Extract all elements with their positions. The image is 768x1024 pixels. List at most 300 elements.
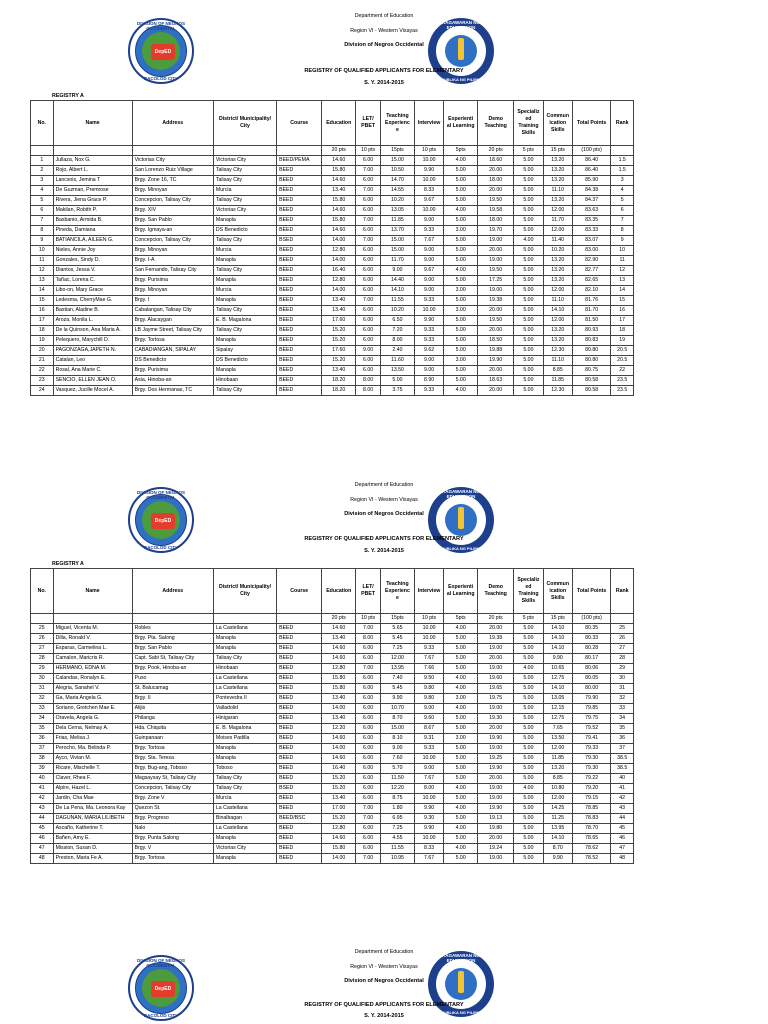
table-cell: 8.70 [381,714,415,724]
table-cell: 7.00 [356,296,381,306]
table-cell: 5.00 [444,346,478,356]
table-cell: Brgy. Progreso [132,814,213,824]
table-cell: 15.00 [381,236,415,246]
table-cell: 14.10 [381,286,415,296]
points-cell: 5pts [444,614,478,624]
table-cell: Bañen, Amy E. [53,834,132,844]
table-cell: 18.20 [322,376,356,386]
table-cell: 4 [611,186,634,196]
table-cell: 23.5 [611,386,634,396]
column-header: Commun ication Skills [543,101,572,146]
table-cell: 9.90 [414,804,443,814]
table-cell: 29 [611,664,634,674]
table-cell: Tañac, Lorena C. [53,276,132,286]
table-cell: 11.60 [381,356,415,366]
table-cell: 9.90 [381,694,415,704]
table-cell: 11.10 [543,186,572,196]
table-cell: 8.90 [414,376,443,386]
table-cell: 18.60 [478,156,514,166]
table-cell: 6.00 [356,844,381,854]
table-cell: 3.00 [444,226,478,236]
points-cell: (100 pts) [572,614,610,624]
table-cell: 10.95 [381,854,415,864]
table-cell: 78.52 [572,854,610,864]
table-cell: 13.50 [381,366,415,376]
table-cell: BEED [277,176,322,186]
table-row [31,624,634,634]
table-cell: 14.40 [381,276,415,286]
table-cell: 12.75 [543,714,572,724]
table-cell: 9.00 [414,366,443,376]
table-cell: 19.58 [478,206,514,216]
table-row [31,256,634,266]
table-cell: 9.33 [414,744,443,754]
table-cell: 20.00 [478,386,514,396]
table-cell: 86.40 [572,166,610,176]
registry-title: REGISTRY OF QUALIFIED APPLICANTS FOR ELEMENTARY [304,1002,464,1008]
table-cell: BEED [277,704,322,714]
table-cell: Manapla [213,366,276,376]
table-cell: Concepcion, Talisay City [132,236,213,246]
table-cell: 3.00 [444,734,478,744]
table-cell: 15.20 [322,774,356,784]
table-cell: Alpire, Hazel L. [53,784,132,794]
table-cell: 7.25 [381,824,415,834]
table-cell: 19.60 [478,674,514,684]
table-cell: 7.00 [356,664,381,674]
table-cell: Soriano, Gretchen Mae E. [53,704,132,714]
table-cell: 4.00 [444,704,478,714]
table-cell: 47 [31,844,54,854]
table-cell: Brgy. Sta. Teresa [132,754,213,764]
table-cell: Ayco, Vivian M. [53,754,132,764]
table-cell: 5.00 [514,286,543,296]
table-cell: 79.75 [572,714,610,724]
table-cell: 40 [31,774,54,784]
table-cell: 12.80 [322,246,356,256]
table-cell: 44 [31,814,54,824]
table-cell: 4.00 [444,844,478,854]
table-cell: 12.00 [543,286,572,296]
table-cell: 7.65 [543,724,572,734]
table-cell: 35 [611,724,634,734]
table-cell: 9.80 [414,694,443,704]
table-cell: 9.67 [414,266,443,276]
table-cell: 9.30 [414,814,443,824]
table-cell: 9.90 [543,654,572,664]
table-cell: 20.00 [478,326,514,336]
table-row [31,834,634,844]
region-label: Region VI - Western Visayas [350,28,418,34]
table-cell: 33 [611,704,634,714]
table-row [31,186,634,196]
table-cell: BEED [277,286,322,296]
table-cell: 5.00 [514,654,543,664]
table-row [31,744,634,754]
table-cell: Dilla, Ronald V. [53,634,132,644]
table-cell: 35 [31,724,54,734]
table-cell: 4.00 [444,386,478,396]
table-cell: 22 [31,366,54,376]
column-header: Course [277,101,322,146]
table-cell: Jardin, Cha Mae [53,794,132,804]
column-header: Interview [414,101,443,146]
table-row [31,246,634,256]
column-header: District/ Municipality/ City [213,101,276,146]
table-cell: 4.00 [514,236,543,246]
table-cell: BEED [277,246,322,256]
table-cell: BEED [277,684,322,694]
table-cell: 19.50 [478,196,514,206]
table-cell: Murcia [213,286,276,296]
table-cell: 7.00 [356,804,381,814]
table-cell: 9.90 [414,316,443,326]
table-cell: 78.83 [572,814,610,824]
column-header: Name [53,569,132,614]
table-cell: 12.80 [322,824,356,834]
table-cell: Toboso [213,764,276,774]
table-cell: Manapla [213,644,276,654]
table-cell: 30 [31,674,54,684]
table-cell: BEED/BSC [277,814,322,824]
table-cell: 5.00 [514,704,543,714]
table-cell: 79.30 [572,764,610,774]
table-cell: 12.00 [543,206,572,216]
table-cell: Talisay City [213,306,276,316]
table-cell: Brgy. San Pablo [132,644,213,654]
table-cell: 6.00 [356,684,381,694]
table-cell: 46 [31,834,54,844]
table-cell: 4.00 [444,804,478,814]
table-cell: 83.35 [572,216,610,226]
school-year: S. Y. 2014-2015 [364,1013,404,1019]
column-header: Rank [611,569,634,614]
table-cell: 5.00 [444,814,478,824]
table-cell: 20.00 [478,774,514,784]
table-row [31,166,634,176]
points-cell: 10 pts [356,146,381,156]
table-cell: Brgy. Minoyan [132,246,213,256]
table-cell: 80.58 [572,386,610,396]
column-header: LET/ PBET [356,101,381,146]
table-cell: 82.90 [572,256,610,266]
table-cell: 19.00 [478,744,514,754]
table-cell: Talisay City [213,166,276,176]
table-cell: Brgy. Igmaya-an [132,226,213,236]
table-cell: 14.10 [543,684,572,694]
table-cell: 6.00 [356,276,381,286]
deped-seal-icon: KAGAWARAN NG EDUKASYON REPUBLIKA NG PILIPINAS [428,18,494,84]
table-cell: 11 [611,256,634,266]
table-cell: 9.33 [414,226,443,236]
table-cell: BEED [277,724,322,734]
table-cell: 9.00 [414,246,443,256]
applicants-table [30,568,634,864]
table-cell: 4.00 [444,824,478,834]
table-cell: Brgy. Alacaygan [132,316,213,326]
region-label: Region VI - Western Visayas [350,497,418,503]
table-cell: 9.62 [414,346,443,356]
table-cell: 5.00 [444,246,478,256]
table-cell: Concepcion, Talisay City [132,784,213,794]
table-cell: BEED [277,226,322,236]
table-cell: 10 [611,246,634,256]
table-cell: 7.00 [356,166,381,176]
table-cell: Oravela, Angela G. [53,714,132,724]
table-cell: 5.00 [444,236,478,246]
table-cell: E. B. Magalona [213,316,276,326]
table-cell: 9.00 [414,276,443,286]
table-cell: 5.00 [444,186,478,196]
table-cell: Asia, Hinoba-an [132,376,213,386]
table-cell: Pineda, Damiana [53,226,132,236]
table-cell: 19.00 [478,854,514,864]
table-cell: 19.50 [478,266,514,276]
table-cell: 14.60 [322,206,356,216]
column-header: District/ Municipality/ City [213,569,276,614]
table-cell: Rivera, Jiena Grace P. [53,196,132,206]
table-cell: Nieles, Annie Joy [53,246,132,256]
table-header-row [31,101,634,146]
table-cell: Victorias City [213,156,276,166]
table-cell: 14.70 [381,176,415,186]
table-cell: 9.33 [414,336,443,346]
table-cell: 9.90 [414,824,443,834]
table-cell: 79.22 [572,774,610,784]
table-row [31,674,634,684]
table-cell: Victorias City [213,844,276,854]
table-cell: Brgy. Purisima [132,366,213,376]
table-cell: 5.00 [514,804,543,814]
table-cell: Camalon, Maricris R. [53,654,132,664]
table-cell: 16 [611,306,634,316]
table-cell: 5.00 [444,724,478,734]
table-cell: 15.20 [322,814,356,824]
table-cell: 79.52 [572,724,610,734]
registry-label: REGISTRY A [52,93,84,99]
table-cell: 14 [611,286,634,296]
table-cell: 5.00 [444,196,478,206]
table-cell: 10.80 [543,784,572,794]
table-cell: 11.10 [543,296,572,306]
table-cell: 14.10 [543,624,572,634]
table-row [31,854,634,864]
table-cell: BEED [277,834,322,844]
table-cell: Manapla [213,276,276,286]
table-cell: 5.65 [381,624,415,634]
table-cell: 8.00 [356,386,381,396]
column-header: Interview [414,569,443,614]
table-cell: 12.00 [543,226,572,236]
table-cell: 80.33 [572,634,610,644]
table-cell: 6.00 [356,326,381,336]
table-row [31,734,634,744]
table-cell: 5.70 [381,764,415,774]
table-cell: 78.85 [572,804,610,814]
table-cell: BEED [277,654,322,664]
table-cell: Ascaño, Katherine T. [53,824,132,834]
table-cell: 19.00 [478,704,514,714]
table-cell: 4.00 [514,664,543,674]
table-cell: 4.00 [444,684,478,694]
table-cell: 13.70 [381,226,415,236]
table-cell: 27 [611,644,634,654]
column-header: Education [322,101,356,146]
table-cell: 11.10 [543,356,572,366]
table-cell: 7.67 [414,774,443,784]
table-cell: 6 [611,206,634,216]
points-cell [277,146,322,156]
table-cell: Hda. Chiquita [132,724,213,734]
table-cell: 5.00 [514,346,543,356]
table-cell: HERMANO, EDNA M. [53,664,132,674]
table-cell: 20.5 [611,346,634,356]
table-cell: 11.85 [381,216,415,226]
column-header: No. [31,101,54,146]
table-cell: BEED [277,356,322,366]
table-cell: 9.60 [414,714,443,724]
table-cell: 11.55 [381,296,415,306]
table-cell: 19.80 [478,824,514,834]
table-cell: 42 [611,794,634,804]
table-cell: 5.00 [514,764,543,774]
table-cell: San Fernando, Talisay City [132,266,213,276]
points-cell [277,614,322,624]
table-cell: 9.90 [414,166,443,176]
table-cell: Sipalay [213,346,276,356]
table-cell: 79.20 [572,784,610,794]
table-cell: 10.00 [414,834,443,844]
table-row [31,266,634,276]
table-cell: Philanga [132,714,213,724]
table-cell: 11.85 [543,376,572,386]
table-row [31,804,634,814]
table-cell: 5.00 [514,854,543,864]
table-cell: 13.40 [322,186,356,196]
table-cell: 16 [31,306,54,316]
table-cell: 3 [611,176,634,186]
table-cell: 80.93 [572,326,610,336]
table-cell: Makilan, Robith P. [53,206,132,216]
table-cell: 14.00 [322,286,356,296]
table-cell: 9.00 [414,256,443,266]
table-cell: 19.30 [478,714,514,724]
table-cell: 45 [611,824,634,834]
table-row [31,346,634,356]
table-cell: 10.50 [381,166,415,176]
page-2 [0,475,768,930]
table-cell: Talisay City [213,774,276,784]
table-cell: 4.00 [444,266,478,276]
table-cell: 13.40 [322,714,356,724]
table-cell: BEED [277,744,322,754]
table-cell: 20.00 [478,166,514,176]
table-cell: 5.00 [514,176,543,186]
table-cell: 15 [31,296,54,306]
table-cell: BEED [277,166,322,176]
table-cell: 5.45 [381,634,415,644]
table-cell: 8.00 [356,376,381,386]
table-cell: 5.00 [514,196,543,206]
table-cell: Capt. Sabi St, Talisay City [132,654,213,664]
table-cell: 6.00 [356,654,381,664]
column-header: LET/ PBET [356,569,381,614]
table-cell: Brgy. Tortosa [132,744,213,754]
table-cell: 5.00 [514,276,543,286]
table-cell: 4.55 [381,834,415,844]
table-cell: 19.65 [478,684,514,694]
table-cell: 80.05 [572,674,610,684]
table-cell: 14.60 [322,226,356,236]
table-row [31,814,634,824]
table-cell: 36 [31,734,54,744]
table-cell: 80.35 [572,624,610,634]
table-cell: 84.37 [572,196,610,206]
table-cell: Brgy. I [132,296,213,306]
table-cell: 19.90 [478,734,514,744]
table-cell: 13.20 [543,166,572,176]
table-cell: 10.20 [543,246,572,256]
table-cell: 8.10 [381,734,415,744]
table-cell: 6.00 [356,286,381,296]
table-cell: BEED [277,206,322,216]
table-cell: BEED [277,376,322,386]
table-cell: 5.00 [444,834,478,844]
points-cell [31,614,54,624]
table-cell: SENCIO, ELLEN JEAN O. [53,376,132,386]
table-cell: 12.20 [381,784,415,794]
table-cell: 9 [611,236,634,246]
points-cell: 5 pts [514,146,543,156]
table-cell: 31 [31,684,54,694]
table-cell: Manapla [213,634,276,644]
table-cell: 13.20 [543,176,572,186]
table-cell: Hinobaan [213,664,276,674]
table-cell: 5.00 [514,316,543,326]
table-cell: 9.90 [543,854,572,864]
table-cell: 3.00 [444,286,478,296]
table-cell: 27 [31,644,54,654]
table-cell: BEED [277,326,322,336]
table-cell: 14.60 [322,754,356,764]
registry-title: REGISTRY OF QUALIFIED APPLICANTS FOR ELEMENTARY [304,536,464,542]
table-cell: Aroza, Monila L. [53,316,132,326]
table-cell: 19.50 [478,316,514,326]
table-header-row [31,569,634,614]
table-cell: 80.17 [572,654,610,664]
table-cell: 12.30 [543,346,572,356]
table-cell: 5.00 [514,624,543,634]
table-cell: 47 [611,844,634,854]
table-row [31,654,634,664]
column-header: Total Points [572,101,610,146]
table-cell: 9.00 [356,346,381,356]
table-cell: Ga, Maria Angela G. [53,694,132,704]
table-cell: 80.06 [572,664,610,674]
table-cell: 18.20 [322,386,356,396]
column-header: Experienti al Learning [444,569,478,614]
division-seal-icon: DepED DIVISION OF NEGROS OCCIDENTAL BACOLOD CITY [128,955,194,1021]
table-cell: 17.00 [322,804,356,814]
table-cell: BEED [277,674,322,684]
table-cell: 7.66 [414,664,443,674]
table-cell: 15.20 [322,784,356,794]
table-cell: 10.00 [414,306,443,316]
table-cell: 13.20 [543,156,572,166]
points-cell: 15pts [381,146,415,156]
department-label: Department of Education [354,482,414,488]
department-label: Department of Education [354,949,414,955]
